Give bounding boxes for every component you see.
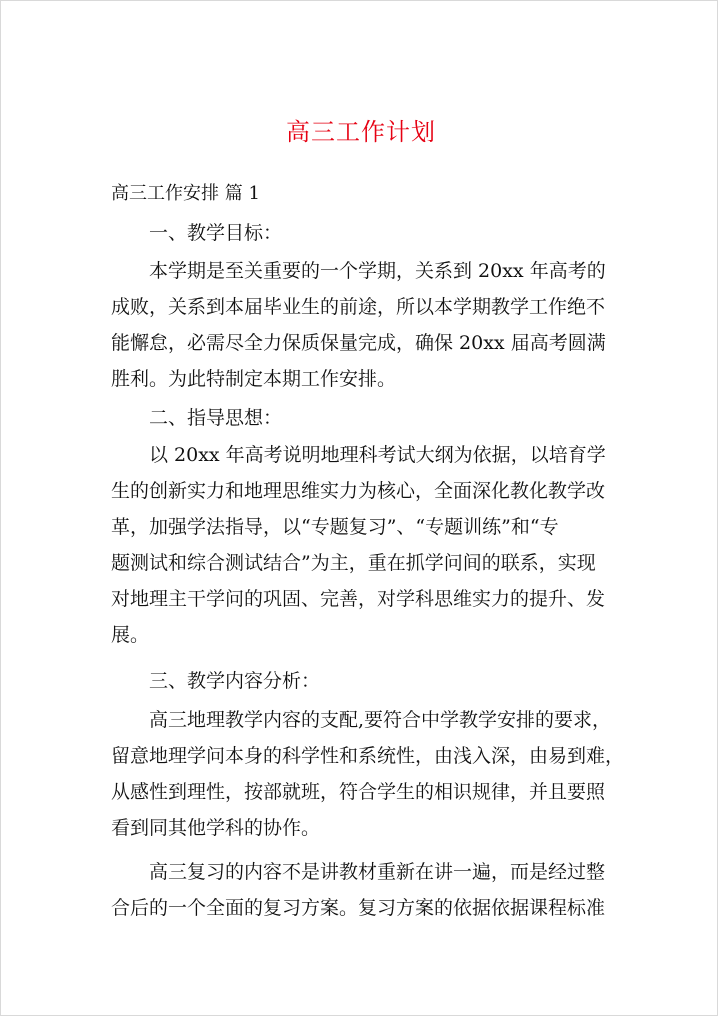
document-subtitle: 高三工作安排 篇 1 — [111, 183, 260, 204]
paragraph-line: 本学期是至关重要的一个学期，关系到 20xx 年高考的 — [149, 260, 606, 282]
section-heading-goals: 一、教学目标： — [149, 222, 283, 244]
paragraph-line: 看到同其他学科的协作。 — [111, 817, 321, 839]
paragraph-line: 合后的一个全面的复习方案。复习方案的依据依据课程标准 — [111, 897, 606, 919]
section-heading-guidance: 二、指导思想： — [149, 407, 283, 429]
paragraph-line: 题测试和综合测试结合”为主，重在抓学问间的联系，实现 — [111, 552, 596, 574]
paragraph-line: 胜利。为此特制定本期工作安排。 — [111, 368, 397, 390]
paragraph-line: 从感性到理性，按部就班，符合学生的相识规律，并且要照 — [111, 781, 606, 803]
paragraph-line: 生的创新实力和地理思维实力为核心，全面深化教化教学改 — [111, 480, 606, 502]
paragraph-line: 革，加强学法指导，以“专题复习”、“专题训练”和“专 — [111, 516, 559, 538]
paragraph-line: 展。 — [111, 624, 150, 646]
paragraph-line: 能懈怠，必需尽全力保质保量完成，确保 20xx 届高考圆满 — [111, 332, 606, 354]
paragraph-line: 高三复习的内容不是讲教材重新在讲一遍，而是经过整 — [149, 861, 606, 883]
paragraph-line: 留意地理学问本身的科学性和系统性，由浅入深，由易到难， — [111, 745, 625, 767]
paragraph-line: 对地理主干学问的巩固、完善，对学科思维实力的提升、发 — [111, 588, 606, 610]
paragraph-line: 高三地理教学内容的支配,要符合中学教学安排的要求， — [149, 709, 612, 731]
paragraph-line: 成败，关系到本届毕业生的前途，所以本学期教学工作绝不 — [111, 296, 606, 318]
document-title: 高三工作计划 — [286, 118, 436, 146]
paragraph-line: 以 20xx 年高考说明地理科考试大纲为依据，以培育学 — [149, 444, 606, 466]
section-heading-content: 三、教学内容分析： — [149, 670, 321, 692]
